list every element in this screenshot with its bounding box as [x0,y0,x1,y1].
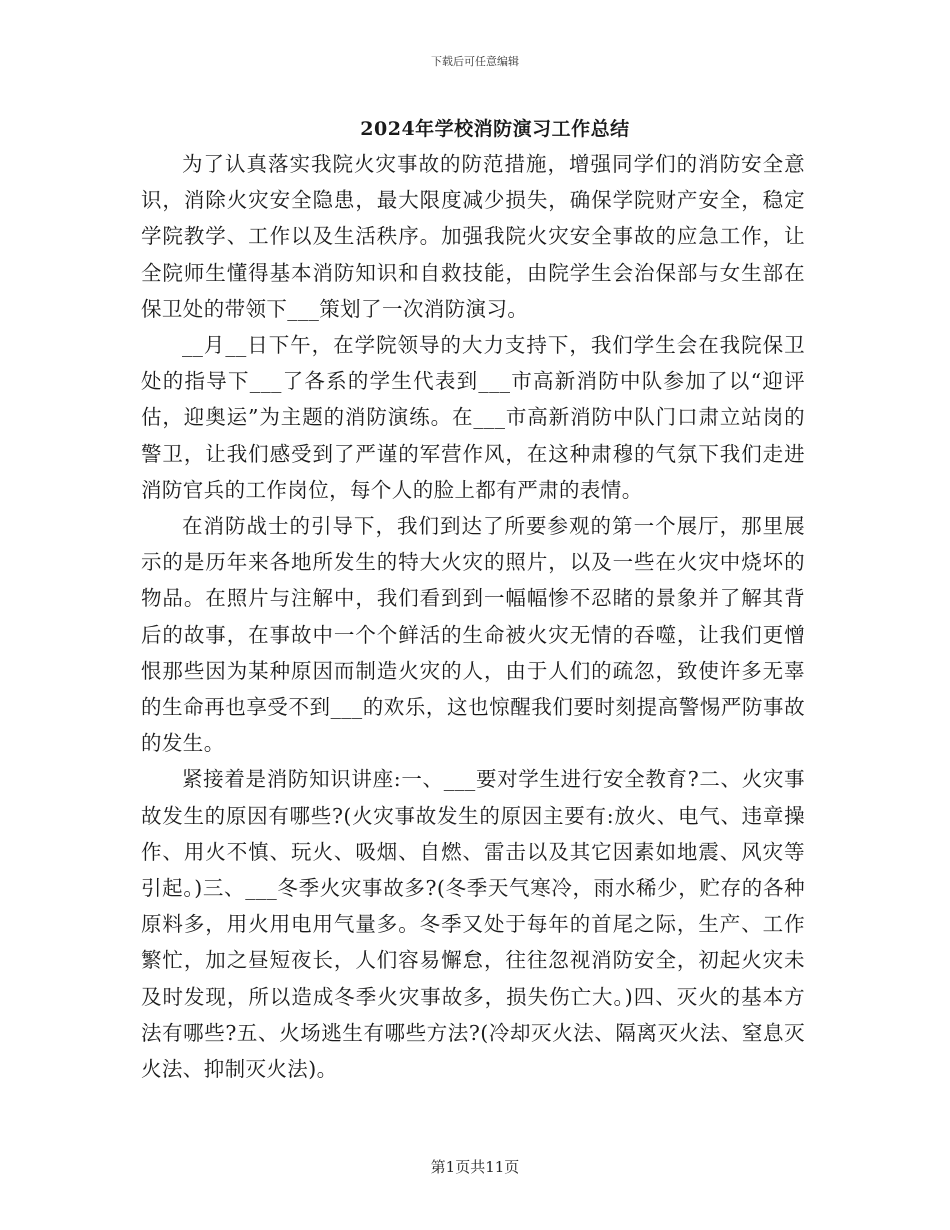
paragraph-4: 紧接着是消防知识讲座:一、___要对学生进行安全教育?二、火灾事故发生的原因有哪些?(火灾事故发生的原因主要有:放火、电气、违章操作、用火不慎、玩火、吸烟、自燃、雷击以及其它因素如地震、风灾等引起。)三、___冬季火灾事故多?(冬季天气寒冷，雨水稀少，贮存的各种原料多，用火用电用气量多。冬季又处于每年的首尾之际，生产、工作繁忙，加之昼短夜长，人们容易懈怠，往往忽视消防安全，初起火灾未及时发现，所以造成冬季火灾事故多，损失伤亡大。)四、灭火的基本方法有哪些?五、火场逃生有哪些方法?(冷却灭火法、隔离灭火法、窒息灭火法、抑制灭火法)。 [141,767,805,1082]
document-title: 2024年学校消防演习工作总结 [360,118,630,140]
paragraph-3: 在消防战士的引导下，我们到达了所要参观的第一个展厅，那里展示的是历年来各地所发生的特大火灾的照片，以及一些在火灾中烧坏的物品。在照片与注解中，我们看到到一幅幅惨不忍睹的景象并了解其背后的故事，在事故中一个个鲜活的生命被火灾无情的吞噬，让我们更憎恨那些因为某种原因而制造火灾的人，由于人们的疏忽，致使许多无辜的生命再也享受不到___的欢乐，这也惊醒我们要时刻提高警惕严防事故的发生。 [141,514,805,756]
paragraph-1: 为了认真落实我院火灾事故的防范措施，增强同学们的消防安全意识，消除火灾安全隐患，最大限度减少损失，确保学院财产安全，稳定学院教学、工作以及生活秩序。加强我院火灾安全事故的应急工作，让全院师生懂得基本消防知识和自救技能，由院学生会治保部与女生部在保卫处的带领下___策划了一次消防演习。 [141,152,805,321]
document-body [141,146,805,1087]
page-indicator: 第1页共11页 [430,1158,520,1176]
header-note: 下载后可任意编辑 [431,55,519,68]
paragraph-2: __月__日下午，在学院领导的大力支持下，我们学生会在我院保卫处的指导下___了各系的学生代表到___市高新消防中队参加了以“迎评估，迎奥运”为主题的消防演练。在___市高新消防中队门口肃立站岗的警卫，让我们感受到了严谨的军营作风，在这种肃穆的气氛下我们走进消防官兵的工作岗位，每个人的脸上都有严肃的表情。 [141,333,805,502]
